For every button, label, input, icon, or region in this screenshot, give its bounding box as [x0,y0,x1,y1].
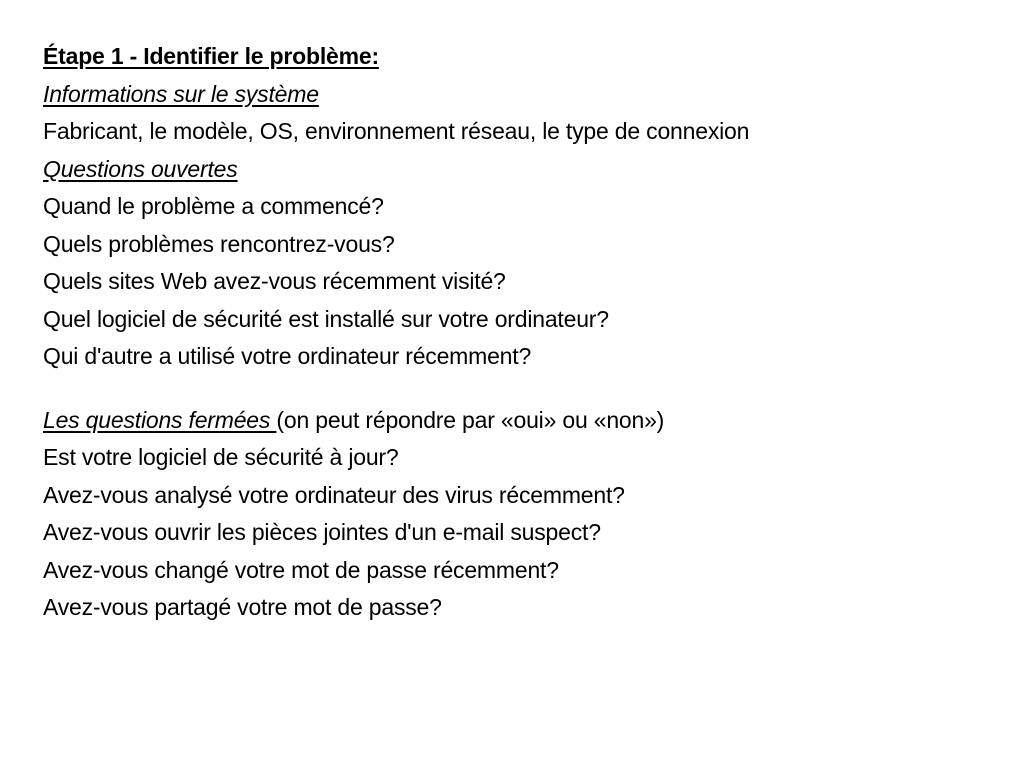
closed-question-item: Avez-vous analysé votre ordinateur des virus récemment? [43,481,625,508]
closed-questions-heading: Les questions fermées [43,406,277,433]
open-question-item: Quel logiciel de sécurité est installé sur votre ordinateur? [43,305,609,332]
closed-question-item: Est votre logiciel de sécurité à jour? [43,444,399,470]
closed-question-item: Avez-vous changé votre mot de passe récemment? [43,556,559,583]
open-question-item: Quels problèmes rencontrez-vous? [43,230,395,257]
system-info-heading: Informations sur le système [43,80,319,107]
open-questions-heading: Questions ouvertes [43,155,238,182]
section-spacer [43,376,1003,402]
closed-questions-note: (on peut répondre par «oui» ou «non») [276,406,665,433]
closed-questions-header [43,402,1003,440]
slide-content [43,38,1003,627]
open-question-item: Quels sites Web avez-vous récemment visité? [43,268,506,294]
open-question-item: Qui d'autre a utilisé votre ordinateur récemment? [43,343,532,369]
system-info-details: Fabricant, le modèle, OS, environnement réseau, le type de connexion [43,118,750,144]
closed-question-item: Avez-vous ouvrir les pièces jointes d'un e-mail suspect? [43,519,601,545]
step-title: Étape 1 - Identifier le problème: [43,43,379,69]
closed-question-item: Avez-vous partagé votre mot de passe? [43,594,442,620]
open-question-item: Quand le problème a commencé? [43,193,384,219]
